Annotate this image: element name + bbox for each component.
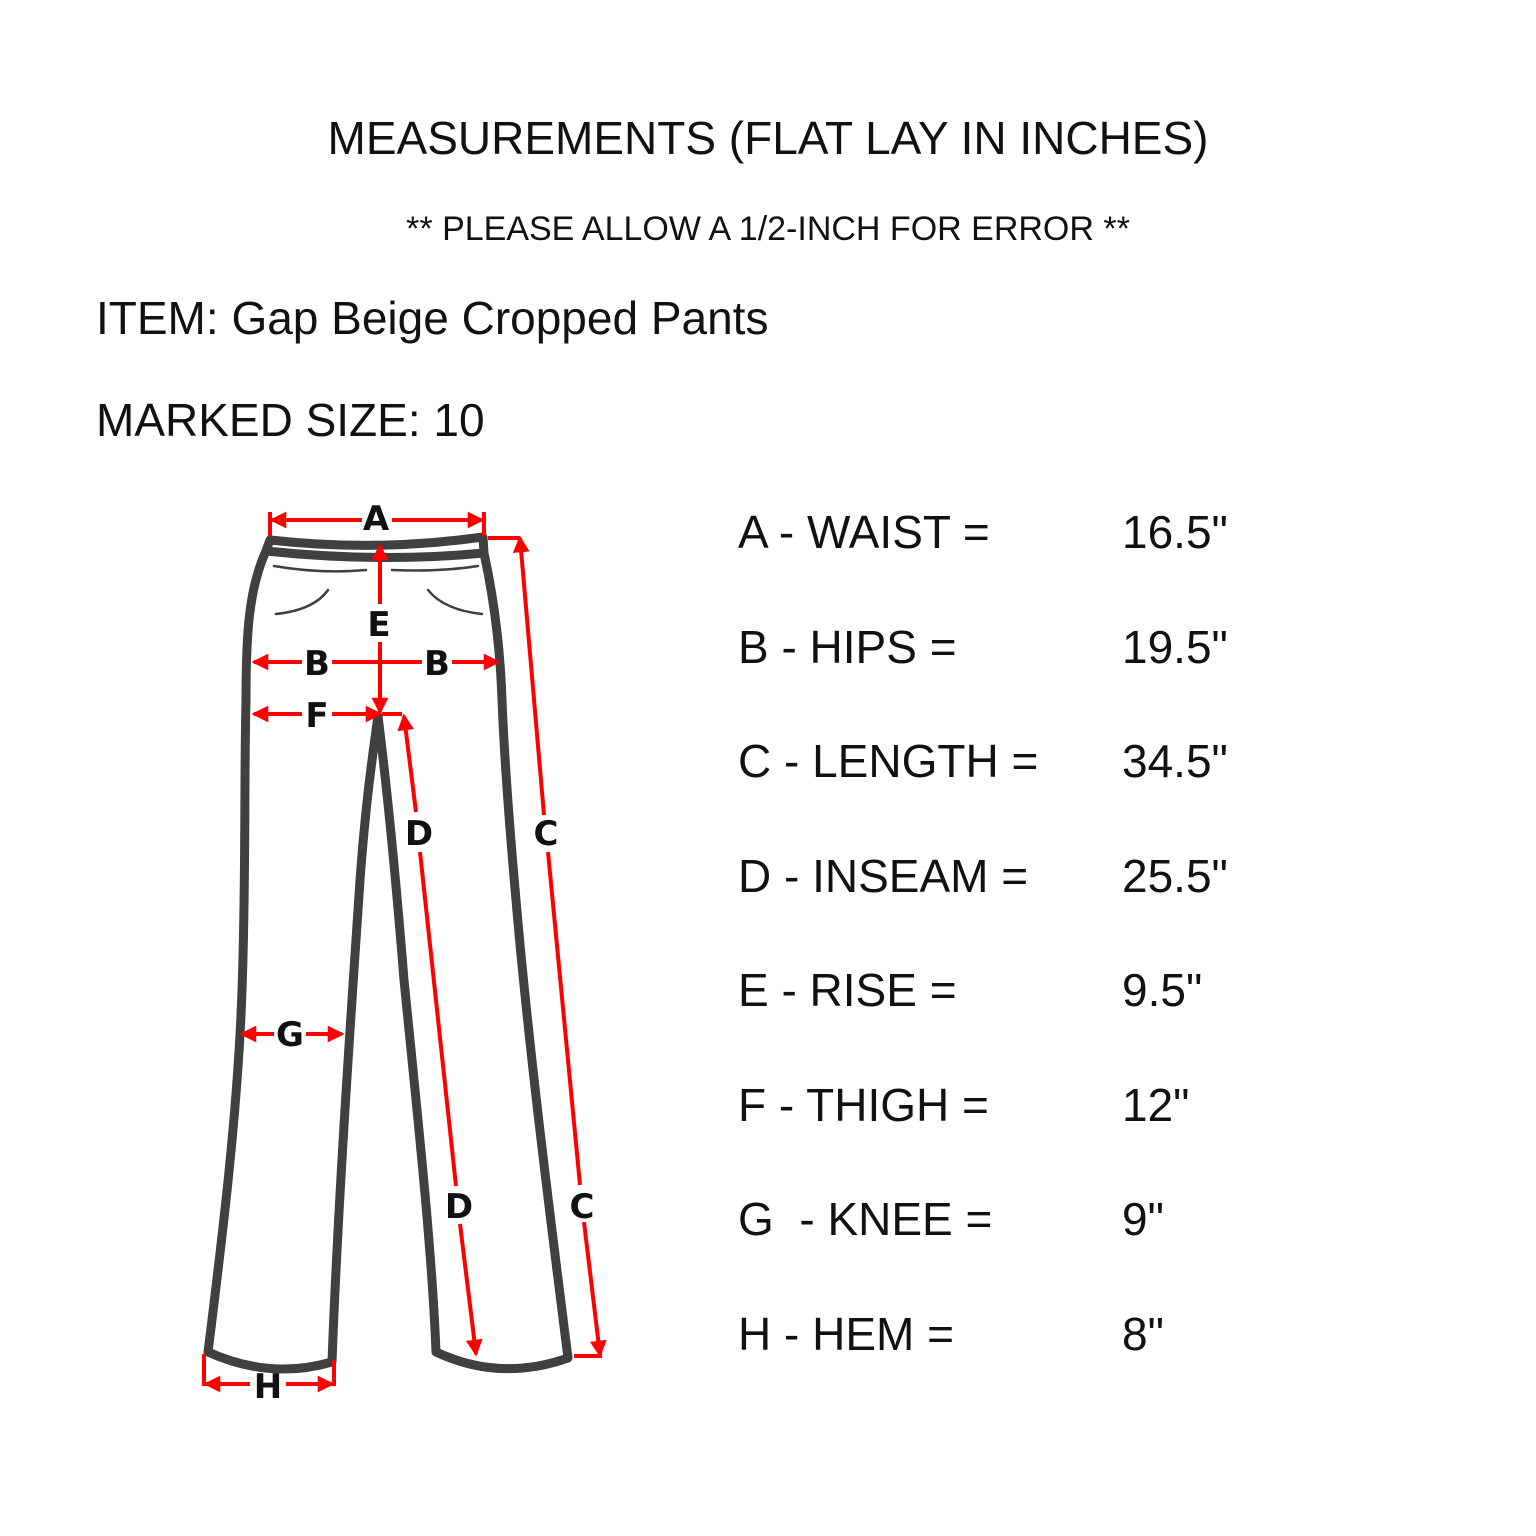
measurement-label: F - THIGH = bbox=[738, 1079, 989, 1131]
length-line-mid bbox=[548, 852, 580, 1185]
label-c-lower: C bbox=[569, 1187, 595, 1227]
left-leg-outline bbox=[208, 551, 378, 1369]
inseam-line-mid bbox=[420, 852, 456, 1186]
measurement-row-rise bbox=[738, 960, 1438, 1020]
measurement-row-inseam bbox=[738, 846, 1438, 906]
measurement-value: 9.5" bbox=[1122, 964, 1203, 1016]
label-g: G bbox=[276, 1015, 304, 1055]
label-d-lower: D bbox=[444, 1187, 474, 1227]
measurement-row-hem bbox=[738, 1304, 1438, 1364]
left-pocket-line bbox=[276, 590, 328, 614]
measurement-row-knee bbox=[738, 1189, 1438, 1249]
measurement-label: E - RISE = bbox=[738, 964, 957, 1016]
inseam-line-upper bbox=[404, 716, 416, 812]
measurement-row-waist bbox=[738, 502, 1438, 562]
back-rise-line bbox=[274, 566, 366, 571]
measurement-value: 34.5" bbox=[1122, 735, 1228, 787]
label-e: E bbox=[367, 605, 391, 645]
label-h: H bbox=[253, 1367, 283, 1407]
label-d-upper: D bbox=[404, 814, 434, 854]
measurement-value: 9" bbox=[1122, 1193, 1164, 1245]
measurement-row-length bbox=[738, 731, 1438, 791]
page-title: MEASUREMENTS (FLAT LAY IN INCHES) bbox=[327, 112, 1209, 164]
measurement-label: G - KNEE = bbox=[738, 1193, 993, 1245]
waistband bbox=[266, 537, 484, 558]
measurement-value: 25.5" bbox=[1122, 850, 1228, 902]
measurement-value: 8" bbox=[1122, 1308, 1164, 1360]
measurement-label: B - HIPS = bbox=[738, 621, 957, 673]
label-c-upper: C bbox=[533, 814, 559, 854]
right-pocket-line bbox=[428, 590, 482, 614]
measurement-value: 19.5" bbox=[1122, 621, 1228, 673]
measurement-value: 16.5" bbox=[1122, 506, 1228, 558]
length-line-upper bbox=[520, 538, 544, 815]
length-line-lower bbox=[584, 1222, 600, 1355]
measurement-label: C - LENGTH = bbox=[738, 735, 1039, 787]
measurement-label: D - INSEAM = bbox=[738, 850, 1029, 902]
marked-size: MARKED SIZE: 10 bbox=[96, 394, 485, 446]
inseam-line-lower bbox=[460, 1224, 476, 1354]
measurement-row-hips bbox=[738, 617, 1438, 677]
back-rise-line-right bbox=[392, 566, 478, 571]
item-name: ITEM: Gap Beige Cropped Pants bbox=[96, 292, 769, 344]
label-b-left: B bbox=[304, 644, 330, 684]
label-a: A bbox=[362, 499, 390, 539]
measurement-value: 12" bbox=[1122, 1079, 1190, 1131]
label-b-right: B bbox=[424, 644, 450, 684]
measurement-label: A - WAIST = bbox=[738, 506, 990, 558]
label-f: F bbox=[305, 696, 329, 736]
measurement-row-thigh bbox=[738, 1075, 1438, 1135]
measurement-label: H - HEM = bbox=[738, 1308, 954, 1360]
right-leg-outline bbox=[378, 553, 568, 1369]
error-note: ** PLEASE ALLOW A 1/2-INCH FOR ERROR ** bbox=[406, 210, 1130, 248]
